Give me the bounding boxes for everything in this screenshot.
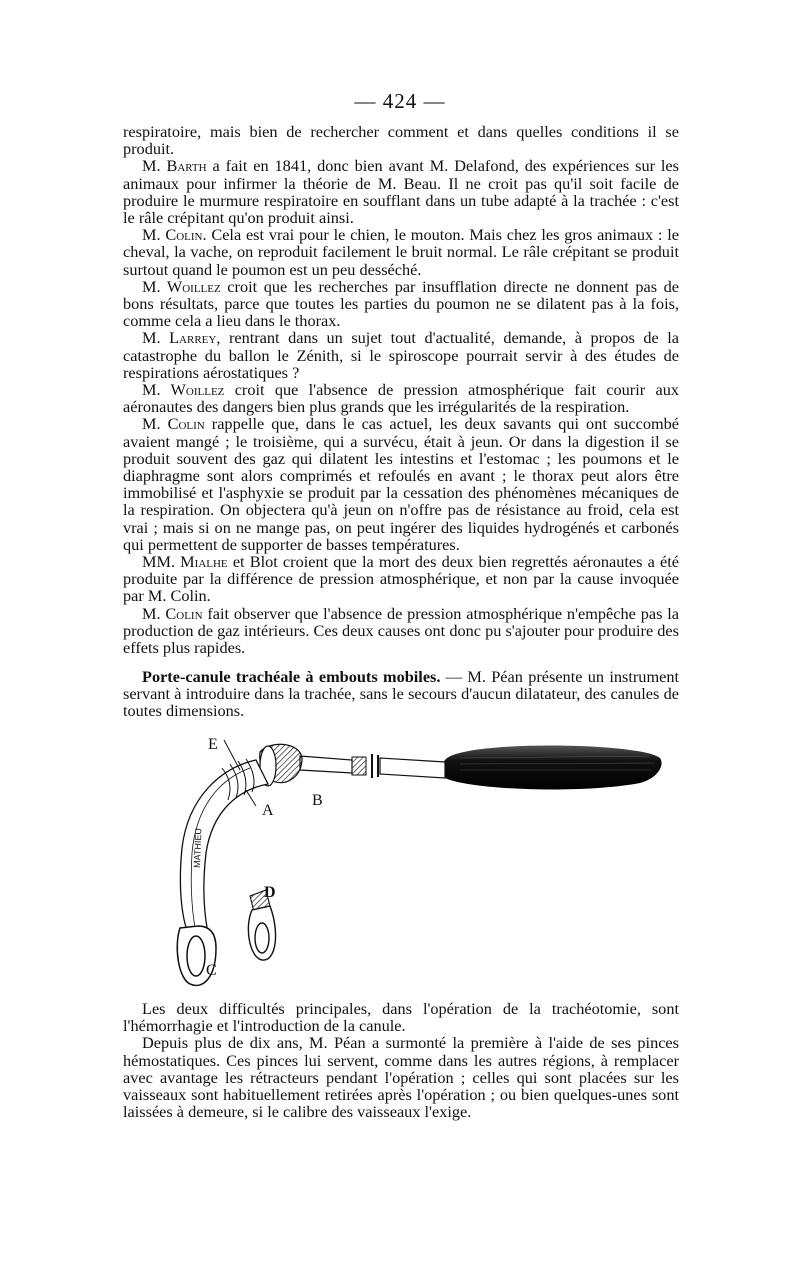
section-intro-block bbox=[123, 668, 679, 720]
page-number: — 424 — bbox=[354, 89, 446, 113]
paragraph bbox=[123, 278, 679, 330]
paragraph bbox=[123, 329, 679, 381]
ferrule bbox=[380, 758, 445, 778]
paragraph-text: a fait en 1841, donc bien avant M. Delafond, des expériences sur les animaux pour infirmer la théorie de M. Beau. Il ne croit pas qu'il soit facile de produire le murmure respiratoire en soufflant dans un tube adapté à la trachée : c'est le râle crépitant qu'on produit ainsi. bbox=[123, 156, 679, 228]
section-title: Porte-canule trachéale à embouts mobiles. bbox=[142, 667, 441, 686]
speaker: M. Colin bbox=[142, 603, 203, 623]
speaker: M. Colin bbox=[142, 225, 203, 245]
tracheal-cannula-holder-figure bbox=[160, 728, 670, 998]
paragraph-text: fait observer que l'absence de pression atmosphérique n'empêche pas la production de gaz intérieurs. Ces deux causes ont donc pu s'ajouter pour produire des effets plus rapides. bbox=[123, 603, 679, 658]
figure-label-a: A bbox=[262, 802, 274, 819]
paragraph-text: . Cela est vrai pour le chien, le mouton. Mais chez les gros animaux : le cheval, la vache, on reproduit facilement le bruit normal. Le râle crépitant se produit surtout quand le poumon est un peu desséché. bbox=[123, 225, 679, 279]
speaker: M. Colin bbox=[142, 414, 205, 434]
paragraph: Depuis plus de dix ans, M. Péan a surmonté la première à l'aide de ses pinces hémostatiques. Ces pinces lui servent, comme dans les autres régions, à remplacer avec avantage les rétracteurs pendant l'opération ; celles qui sont placées sur les vaisseaux sont habituellement retirées après l'opération ; ou bien quelques-unes sont laissées à demeure, si le calibre des vaisseaux l'exige. bbox=[123, 1033, 679, 1122]
paragraph-text: croit que les recherches par insufflation directe ne donnent pas de bons résultats, parce que toutes les parties du poumon ne se dilatent pas à la fois, comme cela a lieu dans le thorax. bbox=[123, 276, 679, 331]
speaker: MM. Mialhe bbox=[142, 552, 228, 572]
speaker: M. Woillez bbox=[142, 380, 225, 400]
instrument-engraving bbox=[160, 728, 670, 998]
text-block-bottom bbox=[123, 1000, 679, 1120]
paragraph-text: respiratoire, mais bien de rechercher comment et dans quelles conditions il se produit. bbox=[123, 122, 679, 159]
speaker: M. Barth bbox=[142, 156, 207, 176]
section-intro-text: — M. Péan présente un instrument servant à introduire dans la trachée, sans le secours d'aucun dilatateur, des canules de toutes dimensions. bbox=[123, 667, 680, 721]
paragraph bbox=[123, 605, 679, 657]
paragraph-text: rappelle que, dans le cas actuel, les deux savants qui ont succombé avaient mangé ; le troisième, qui a survécu, était à jeun. Or dans la digestion il se produit souvent des gaz qui dilatent les intestins et l'estomac ; les poumons et le diaphragme sont alors comprimés et refoulés en avant ; le thorax peut alors être immobilisé et l'asphyxie se produit par la cessation des phénomènes mécaniques de la respiration. On objectera qu'à jeun on n'offre pas de résistance au froid, cela est vrai ; mais si on ne mange pas, on peut ingérer des liquides hydrogénés et carbonés qui permettent de supporter de basses températures. bbox=[123, 414, 680, 554]
paragraph-text: et Blot croient que la mort des deux bien regrettés aéronautes a été produite par la différence de pression atmosphérique, et non par la cause invoquée par M. Colin. bbox=[123, 552, 679, 606]
shaft bbox=[300, 756, 352, 773]
paragraph bbox=[123, 123, 679, 157]
handle bbox=[441, 746, 661, 790]
figure-label-d: D bbox=[264, 884, 276, 901]
figure-label-c: C bbox=[206, 962, 217, 979]
paragraph: Les deux difficultés principales, dans l'opération de la trachéotomie, sont l'hémorrhagie et l'introduction de la canule. bbox=[123, 999, 679, 1036]
paragraph bbox=[123, 157, 679, 226]
engraved-mark: MATHIEU bbox=[192, 827, 204, 869]
paragraph-text: croit que l'absence de pression atmosphérique fait courir aux aéronautes des dangers bien plus grands que les irrégularités de la respiration. bbox=[123, 380, 679, 417]
text-block-top bbox=[123, 123, 679, 656]
paragraph bbox=[123, 381, 679, 415]
speaker: M. Woillez bbox=[142, 276, 221, 296]
speaker: M. Larrey bbox=[142, 328, 217, 348]
paragraph-text: , rentrant dans un sujet tout d'actualité, demande, à propos de la catastrophe du ballon le Zénith, si le spiroscope pourrait servir à des études de respirations aérostatiques ? bbox=[123, 328, 679, 382]
paragraph bbox=[123, 553, 679, 605]
paragraph bbox=[123, 415, 679, 553]
figure-label-b: B bbox=[312, 792, 323, 809]
figure-label-e: E bbox=[208, 736, 218, 753]
section-paragraph bbox=[123, 668, 679, 720]
paragraph bbox=[123, 226, 679, 278]
